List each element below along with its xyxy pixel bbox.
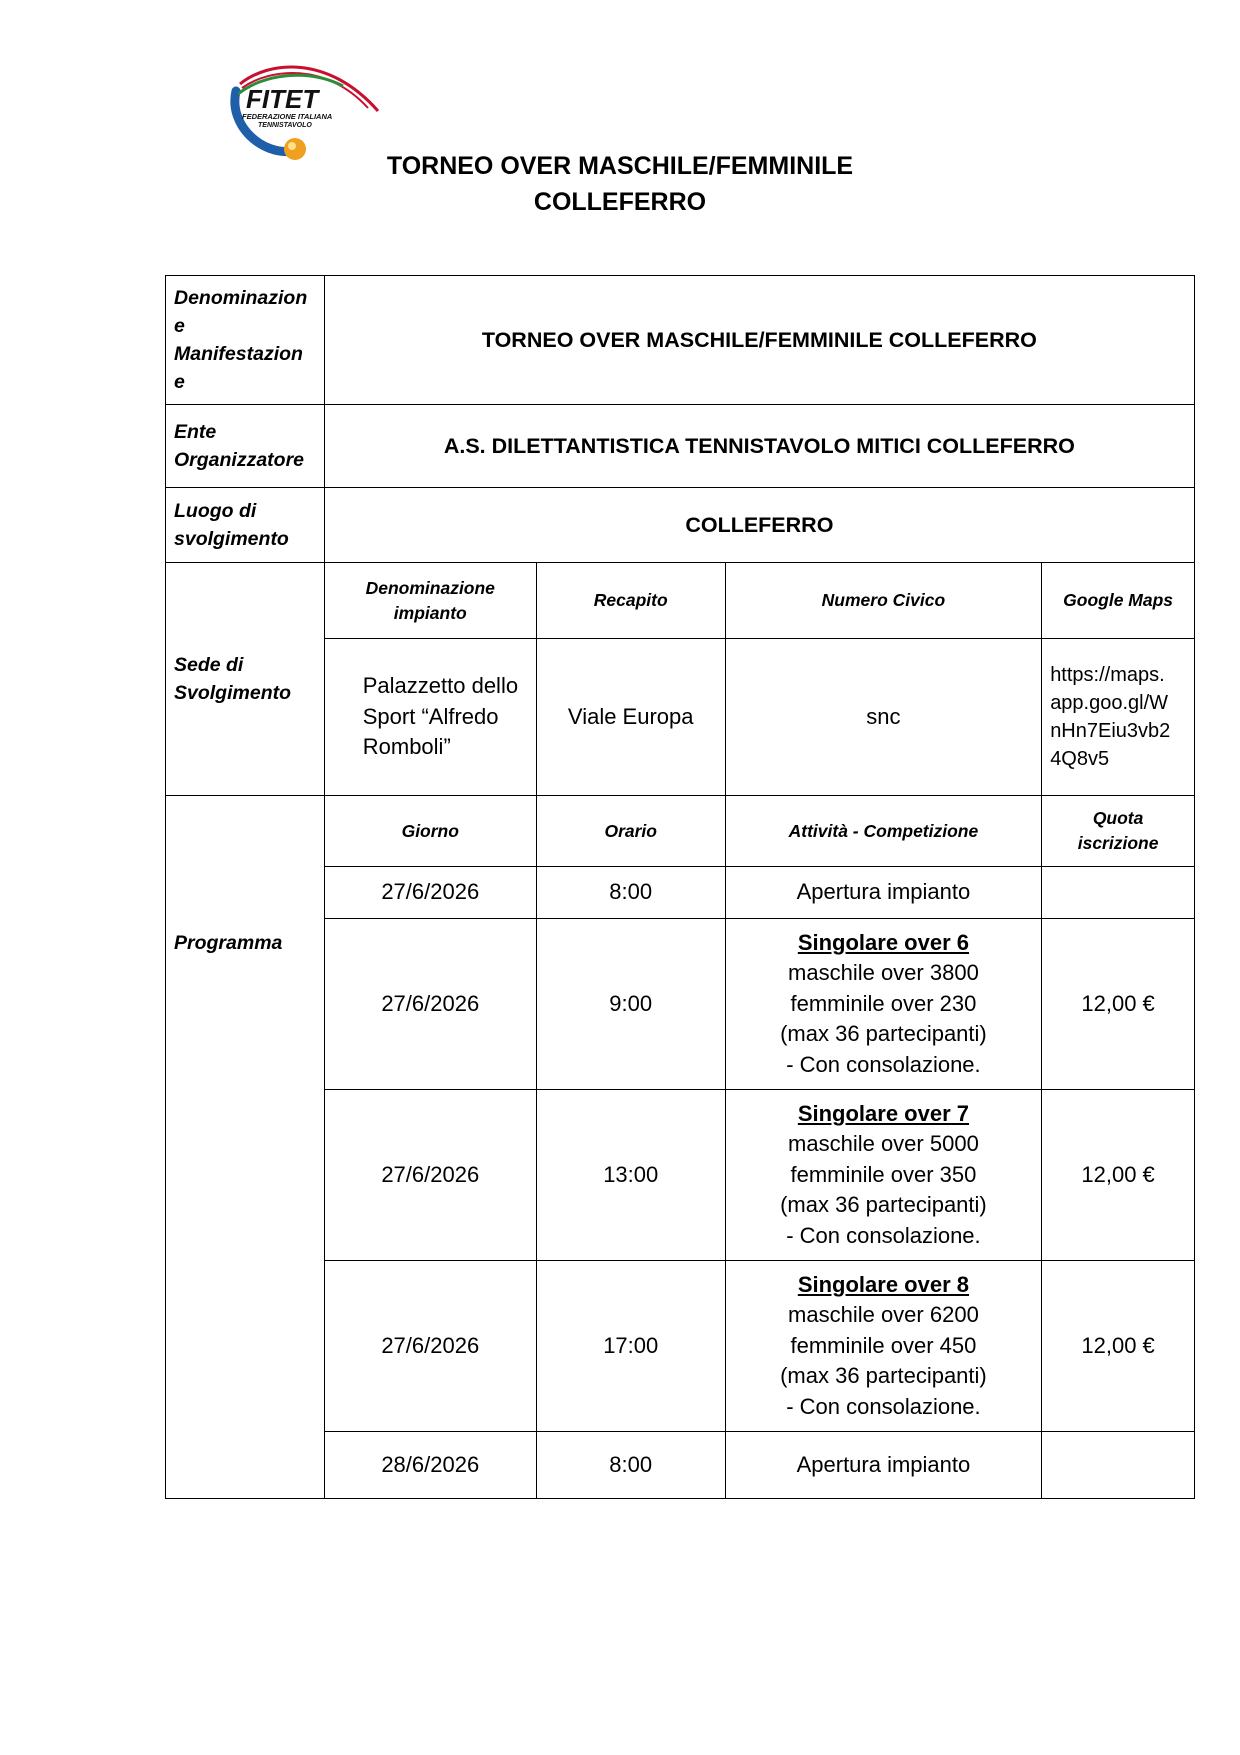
- header-orario: Orario: [536, 796, 725, 867]
- row-attivita: Singolare over 6 maschile over 3800 femminile over 230 (max 36 partecipanti) - Con consolazione.: [725, 919, 1042, 1090]
- row-quota: [1042, 1432, 1195, 1499]
- row-giorno: 28/6/2026: [324, 1432, 536, 1499]
- venue-civico: snc: [725, 639, 1042, 796]
- header-giorno: Giorno: [324, 796, 536, 867]
- header-denominazione-impianto: Denominazione impianto: [324, 563, 536, 639]
- value-denominazione: TORNEO OVER MASCHILE/FEMMINILE COLLEFERRO: [324, 276, 1194, 405]
- google-maps-link[interactable]: https://maps. app.goo.gl/W nHn7Eiu3vb2 4Q8v5: [1042, 639, 1195, 796]
- svg-text:FEDERAZIONE ITALIANA: FEDERAZIONE ITALIANA: [242, 112, 333, 121]
- label-programma: Programma: [166, 796, 325, 1090]
- row-quota: 12,00 €: [1042, 1090, 1195, 1261]
- programma-spacer: [166, 1261, 325, 1432]
- svg-text:TENNISTAVOLO: TENNISTAVOLO: [258, 122, 312, 129]
- row-giorno: 27/6/2026: [324, 1090, 536, 1261]
- row-orario: 8:00: [536, 1432, 725, 1499]
- row-attivita: Singolare over 8 maschile over 6200 femminile over 450 (max 36 partecipanti) - Con consolazione.: [725, 1261, 1042, 1432]
- document-title: [0, 148, 1240, 220]
- header-numero-civico: Numero Civico: [725, 563, 1042, 639]
- row-quota: 12,00 €: [1042, 919, 1195, 1090]
- row-sede-header: [166, 563, 1195, 639]
- row-luogo: [166, 488, 1195, 563]
- row-ente: [166, 405, 1195, 488]
- row-attivita: Singolare over 7 maschile over 5000 femminile over 350 (max 36 partecipanti) - Con consolazione.: [725, 1090, 1042, 1261]
- venue-name: Palazzetto dello Sport “Alfredo Romboli”: [324, 639, 536, 796]
- header-recapito: Recapito: [536, 563, 725, 639]
- svg-text:FITET: FITET: [246, 84, 319, 114]
- info-table: [165, 275, 1195, 1499]
- competition-title: Singolare over 8: [797, 1271, 970, 1297]
- title-line-1: TORNEO OVER MASCHILE/FEMMINILE: [386, 152, 854, 180]
- programma-spacer: [166, 1090, 325, 1261]
- label-ente: Ente Organizzatore: [166, 405, 325, 488]
- row-programma-header: [166, 796, 1195, 867]
- row-orario: 17:00: [536, 1261, 725, 1432]
- table-row: [166, 1090, 1195, 1261]
- row-orario: 13:00: [536, 1090, 725, 1261]
- label-sede: Sede di Svolgimento: [166, 563, 325, 796]
- row-quota: 12,00 €: [1042, 1261, 1195, 1432]
- row-giorno: 27/6/2026: [324, 867, 536, 919]
- row-giorno: 27/6/2026: [324, 919, 536, 1090]
- value-ente: A.S. DILETTANTISTICA TENNISTAVOLO MITICI COLLEFERRO: [324, 405, 1194, 488]
- row-giorno: 27/6/2026: [324, 1261, 536, 1432]
- value-luogo: COLLEFERRO: [324, 488, 1194, 563]
- header-quota: Quota iscrizione: [1042, 796, 1195, 867]
- row-attivita: Apertura impianto: [725, 1432, 1042, 1499]
- title-line-2: COLLEFERRO: [533, 188, 707, 216]
- table-row: [166, 1261, 1195, 1432]
- label-denominazione: Denominazion e Manifestazion e: [166, 276, 325, 405]
- competition-title: Singolare over 7: [797, 1100, 970, 1126]
- header-attivita: Attività - Competizione: [725, 796, 1042, 867]
- label-luogo: Luogo di svolgimento: [166, 488, 325, 563]
- row-orario: 8:00: [536, 867, 725, 919]
- table-row: [166, 1432, 1195, 1499]
- row-orario: 9:00: [536, 919, 725, 1090]
- header-google-maps: Google Maps: [1042, 563, 1195, 639]
- row-attivita: Apertura impianto: [725, 867, 1042, 919]
- competition-title: Singolare over 6: [797, 929, 970, 955]
- row-denominazione: [166, 276, 1195, 405]
- venue-recapito: Viale Europa: [536, 639, 725, 796]
- row-quota: [1042, 867, 1195, 919]
- programma-spacer: [166, 1432, 325, 1499]
